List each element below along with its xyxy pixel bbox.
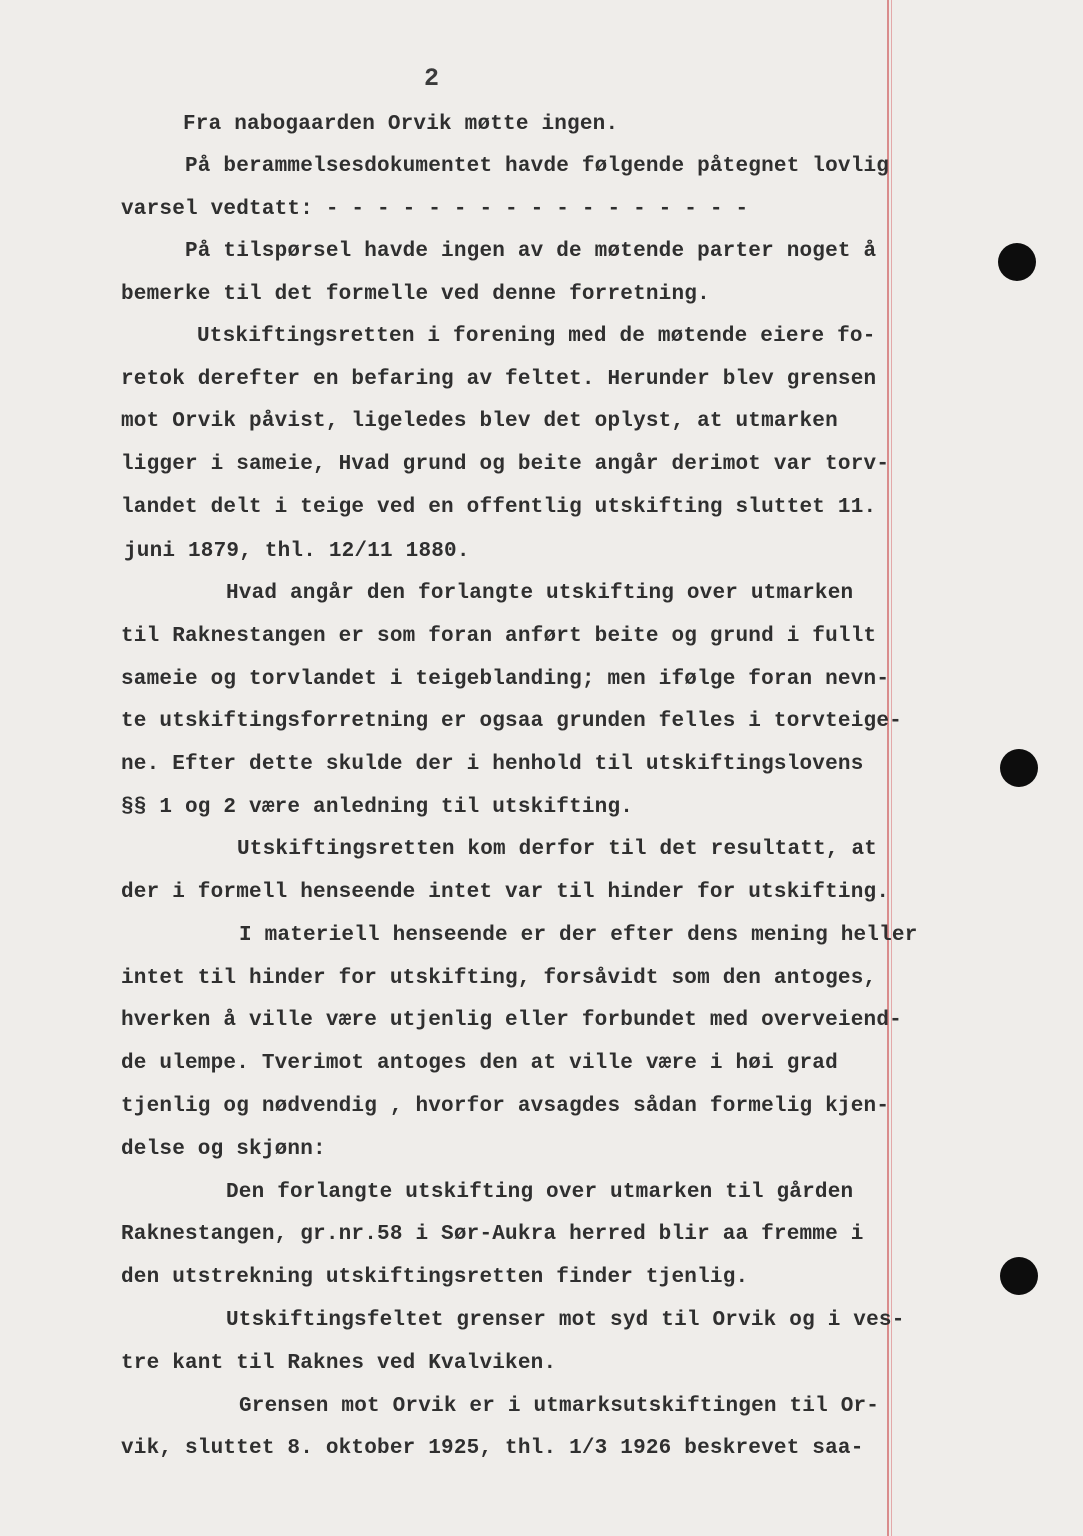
- punch-hole-top: [998, 243, 1036, 281]
- text-line: Grensen mot Orvik er i utmarksutskiftingen til Or-: [239, 1395, 880, 1418]
- text-line: På tilspørsel havde ingen av de møtende parter noget å: [185, 240, 877, 263]
- text-line: Den forlangte utskifting over utmarken til gården: [226, 1181, 854, 1204]
- text-line: §§ 1 og 2 være anledning til utskifting.: [121, 796, 634, 819]
- text-line: tjenlig og nødvendig , hvorfor avsagdes sådan formelig kjen-: [121, 1095, 890, 1118]
- text-line: Hvad angår den forlangte utskifting over utmarken: [226, 582, 854, 605]
- text-line: landet delt i teige ved en offentlig utskifting sluttet 11.: [121, 496, 877, 519]
- text-line: de ulempe. Tverimot antoges den at ville være i høi grad: [121, 1052, 838, 1075]
- text-line: Utskiftingsretten i forening med de møtende eiere fo-: [197, 325, 876, 348]
- punch-hole-bottom: [1000, 1257, 1038, 1295]
- text-line: Raknestangen, gr.nr.58 i Sør-Aukra herred blir aa fremme i: [121, 1223, 864, 1246]
- text-line: På berammelsesdokumentet havde følgende påtegnet lovlig: [185, 155, 890, 178]
- text-line: hverken å ville være utjenlig eller forbundet med overveiend-: [121, 1009, 902, 1032]
- text-line: der i formell henseende intet var til hinder for utskifting.: [121, 881, 890, 904]
- text-line: sameie og torvlandet i teigeblanding; men ifølge foran nevn-: [121, 668, 890, 691]
- text-line: til Raknestangen er som foran anført beite og grund i fullt: [121, 625, 877, 648]
- text-line: Utskiftingsfeltet grenser mot syd til Orvik og i ves-: [226, 1309, 905, 1332]
- text-line: juni 1879, thl. 12/11 1880.: [124, 540, 470, 563]
- text-line: delse og skjønn:: [121, 1138, 326, 1161]
- text-line: mot Orvik påvist, ligeledes blev det oplyst, at utmarken: [121, 410, 838, 433]
- punch-hole-middle: [1000, 749, 1038, 787]
- text-line: te utskiftingsforretning er ogsaa grunden felles i torvteige-: [121, 710, 902, 733]
- text-line: Utskiftingsretten kom derfor til det resultatt, at: [237, 838, 878, 861]
- text-line: den utstrekning utskiftingsretten finder tjenlig.: [121, 1266, 749, 1289]
- text-line: I materiell henseende er der efter dens mening heller: [239, 924, 918, 947]
- text-line: retok derefter en befaring av feltet. Herunder blev grensen: [121, 368, 877, 391]
- text-line: ligger i sameie, Hvad grund og beite angår derimot var torv-: [121, 453, 890, 476]
- text-line: Fra nabogaarden Orvik møtte ingen.: [183, 113, 619, 136]
- text-line: ne. Efter dette skulde der i henhold til utskiftingslovens: [121, 753, 864, 776]
- page-number: 2: [424, 64, 441, 93]
- text-line: tre kant til Raknes ved Kvalviken.: [121, 1352, 557, 1375]
- text-line: varsel vedtatt: - - - - - - - - - - - - - - - - -: [121, 198, 749, 221]
- margin-rule-inner: [891, 0, 892, 1536]
- text-line: intet til hinder for utskifting, forsåvidt som den antoges,: [121, 967, 877, 990]
- text-line: vik, sluttet 8. oktober 1925, thl. 1/3 1926 beskrevet saa-: [121, 1437, 864, 1460]
- text-line: bemerke til det formelle ved denne forretning.: [121, 283, 710, 306]
- margin-rule: [887, 0, 889, 1536]
